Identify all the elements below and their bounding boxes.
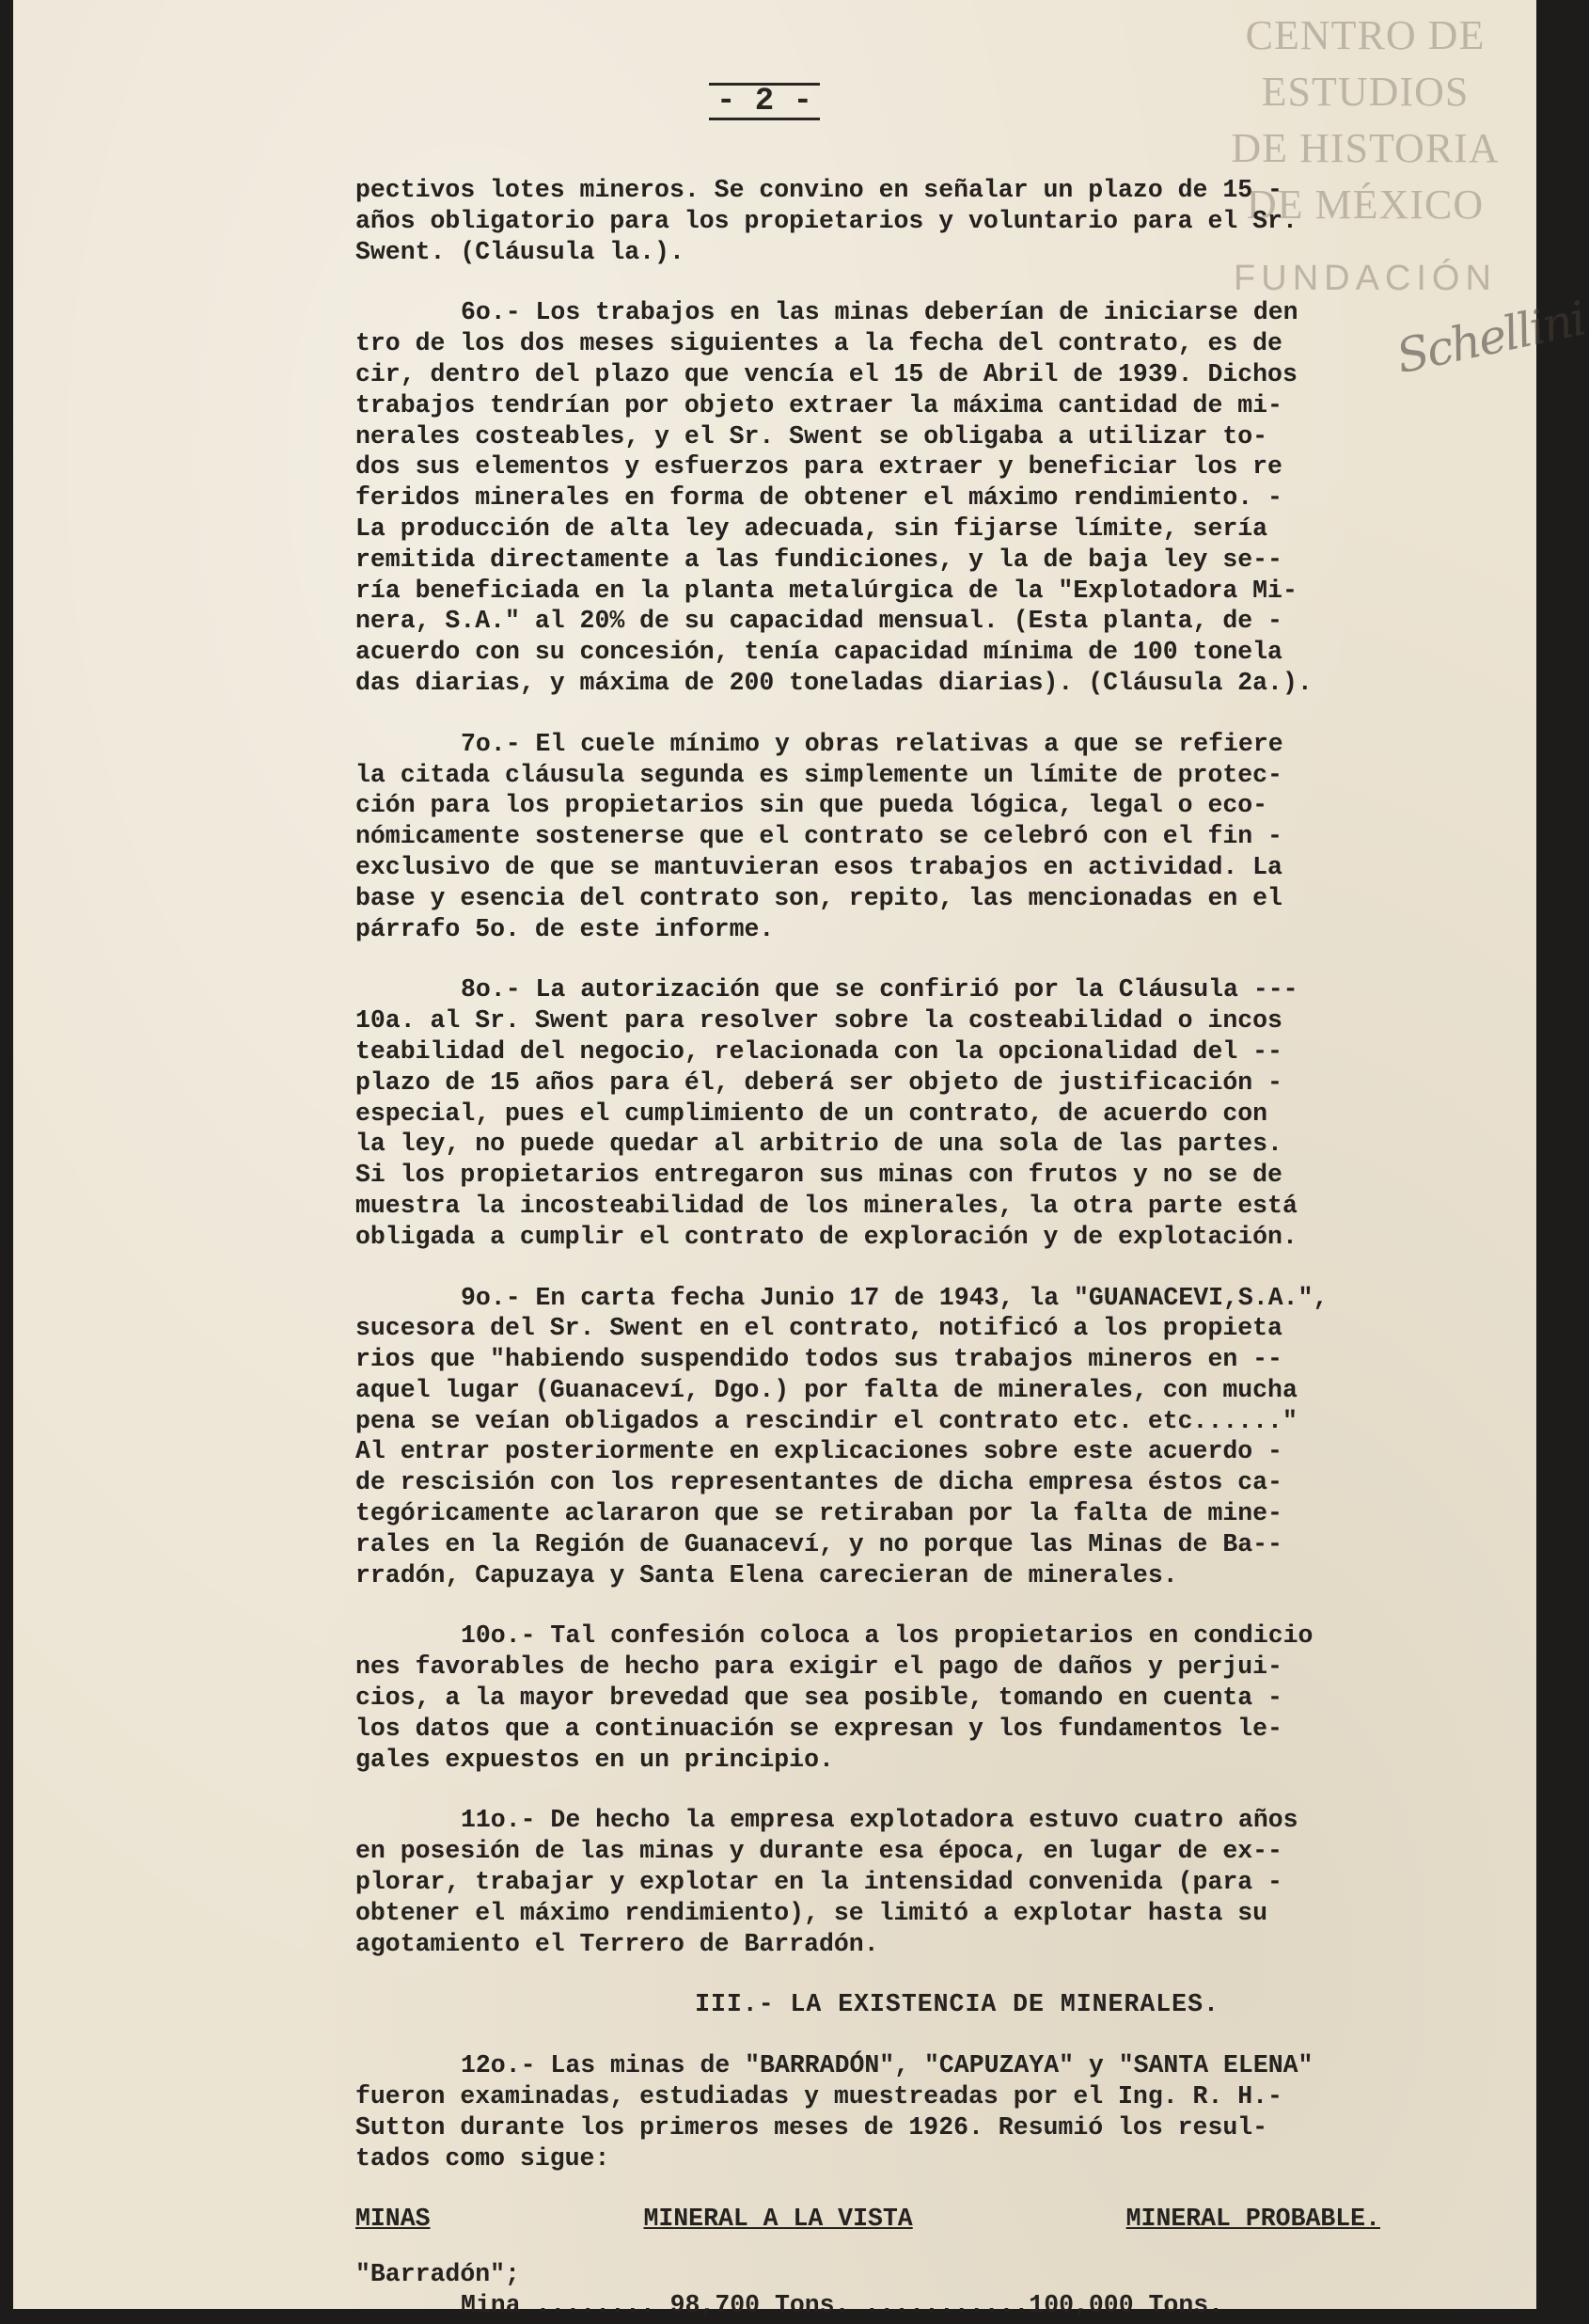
paragraph-10 — [355, 1620, 1484, 1775]
table-header-mines: MINAS — [355, 2205, 431, 2234]
watermark-line: DE HISTORIA — [1231, 125, 1500, 171]
text-line: feridos minerales en forma de obtener el máximo rendimiento. - — [355, 483, 1282, 513]
text-line: nómicamente sostenerse que el contrato se celebró con el fin - — [355, 822, 1282, 851]
text-line: obligada a cumplir el contrato de exploración y de explotación. — [355, 1222, 1298, 1251]
text-line: das diarias, y máxima de 200 toneladas diarias). (Cláusula 2a.). — [355, 668, 1313, 697]
text-line: fueron examinadas, estudiadas y muestreadas por el Ing. R. H.- — [355, 2082, 1282, 2111]
document-body — [355, 175, 1484, 2321]
text-line: cios, a la mayor brevedad que sea posible, tomando en cuenta - — [355, 1684, 1282, 1713]
watermark-line: DE MÉXICO — [1246, 182, 1485, 228]
text-line: tados como sigue: — [355, 2143, 610, 2173]
text-line: gales expuestos en un principio. — [355, 1745, 834, 1774]
text-line: ría beneficiada en la planta metalúrgica de la "Explotadora Mi- — [355, 576, 1298, 605]
text-line: 8o.- La autorización que se confirió por la Cláusula --- — [461, 975, 1298, 1004]
text-line: especial, pues el cumplimiento de un contrato, de acuerdo con — [355, 1099, 1268, 1128]
text-line: acuerdo con su concesión, tenía capacidad mínima de 100 tonela — [355, 638, 1282, 667]
page-number: - 2 - — [709, 83, 820, 120]
text-line: ción para los propietarios sin que pueda lógica, legal o eco- — [355, 791, 1268, 820]
text-line: 12o.- Las minas de "BARRADÓN", "CAPUZAYA" y "SANTA ELENA" — [461, 2051, 1314, 2080]
paragraph-12 — [355, 2050, 1484, 2174]
text-line: nera, S.A." al 20% de su capacidad mensual. (Esta planta, de - — [355, 607, 1282, 636]
document-page — [13, 0, 1589, 2320]
table-header-visible-mineral: MINERAL A LA VISTA — [643, 2205, 913, 2234]
text-line: tegóricamente aclararon que se retiraban por la falta de mine- — [355, 1499, 1282, 1528]
text-line: la ley, no puede quedar al arbitrio de una sola de las partes. — [355, 1130, 1282, 1159]
text-line: rios que "habiendo suspendido todos sus trabajos mineros en -- — [355, 1345, 1282, 1374]
minerals-table-header — [355, 2204, 1380, 2235]
text-line: La producción de alta ley adecuada, sin fijarse límite, sería — [355, 514, 1268, 543]
text-line: 11o.- De hecho la empresa explotadora estuvo cuatro años — [461, 1806, 1298, 1835]
text-line: 6o.- Los trabajos en las minas deberían de iniciarse den — [461, 298, 1298, 327]
watermark-line: CENTRO DE — [1245, 12, 1486, 58]
text-line: aquel lugar (Guanaceví, Dgo.) por falta de minerales, con mucha — [355, 1375, 1298, 1404]
text-line: Si los propietarios entregaron sus minas con frutos y no se de — [355, 1161, 1282, 1190]
watermark-foundation: FUNDACIÓN — [1234, 259, 1497, 298]
text-line: dos sus elementos y esfuerzos para extraer y beneficiar los re — [355, 452, 1282, 482]
text-line: rales en la Región de Guanaceví, y no porque las Minas de Ba-- — [355, 1529, 1282, 1558]
text-line: tro de los dos meses siguientes a la fecha del contrato, es de — [355, 329, 1282, 358]
text-line: pectivos lotes mineros. Se convino en señalar un plazo de 15 - — [355, 176, 1282, 204]
text-line: nes favorables de hecho para exigir el pago de daños y perjui- — [355, 1652, 1282, 1682]
paragraph-5-continued — [355, 175, 1484, 267]
paragraph-6 — [355, 297, 1484, 698]
table-header-probable-mineral: MINERAL PROBABLE. — [1125, 2205, 1380, 2234]
text-line: trabajos tendrían por objeto extraer la máxima cantidad de mi- — [355, 390, 1282, 419]
text-line: la citada cláusula segunda es simplemente un límite de protec- — [355, 760, 1282, 789]
section-heading: III.- LA EXISTENCIA DE MINERALES. — [695, 1990, 1219, 2019]
text-line: 7o.- El cuele mínimo y obras relativas a que se refiere — [461, 729, 1283, 758]
text-line: años obligatorio para los propietarios y voluntario para el Sr. — [355, 206, 1298, 235]
text-line: Sutton durante los primeros meses de 1926. Resumió los resul- — [355, 2112, 1268, 2142]
text-line: exclusivo de que se mantuvieran esos trabajos en actividad. La — [355, 852, 1282, 881]
text-line: cir, dentro del plazo que vencía el 15 de Abril de 1939. Dichos — [355, 359, 1298, 388]
text-line: Al entrar posteriormente en explicaciones sobre este acuerdo - — [355, 1437, 1282, 1466]
text-line: sucesora del Sr. Swent en el contrato, notificó a los propieta — [355, 1314, 1282, 1343]
paragraph-7 — [355, 729, 1484, 945]
paragraph-8 — [355, 974, 1484, 1252]
text-line: base y esencia del contrato son, repito, las mencionadas en el — [355, 883, 1282, 912]
paragraph-11 — [355, 1805, 1484, 1959]
text-line: 9o.- En carta fecha Junio 17 de 1943, la "GUANACEVI,S.A.", — [461, 1283, 1329, 1312]
text-line: remitida directamente a las fundiciones, y la de baja ley se-- — [355, 545, 1282, 574]
handwritten-signature: Schellini — [1392, 291, 1589, 385]
text-line: plazo de 15 años para él, deberá ser objeto de justificación - — [355, 1067, 1282, 1097]
text-line: de rescisión con los representantes de dicha empresa éstos ca- — [355, 1468, 1282, 1497]
table-row-values: Mina ........ 98,700 Tons. ...........100,000 Tons. — [461, 2291, 1224, 2320]
table-row-mine-name: "Barradón"; — [355, 2260, 520, 2289]
text-line: rradón, Capuzaya y Santa Elena carecieran de minerales. — [355, 1560, 1178, 1589]
text-line: obtener el máximo rendimiento), se limitó a explotar hasta su — [355, 1898, 1268, 1927]
text-line: plorar, trabajar y explotar en la intensidad convenida (para - — [355, 1868, 1282, 1897]
text-line: los datos que a continuación se expresan y los fundamentos le- — [355, 1714, 1282, 1743]
watermark-line: ESTUDIOS — [1261, 69, 1470, 115]
text-line: Swent. (Cláusula la.). — [355, 237, 684, 266]
text-line: 10a. al Sr. Swent para resolver sobre la costeabilidad o incos — [355, 1006, 1282, 1036]
paragraph-9 — [355, 1283, 1484, 1591]
text-line: nerales costeables, y el Sr. Swent se obligaba a utilizar to- — [355, 421, 1268, 451]
text-line: teabilidad del negocio, relacionada con la opcionalidad del -- — [355, 1036, 1282, 1066]
text-line: párrafo 5o. de este informe. — [355, 914, 775, 943]
text-line: en posesión de las minas y durante esa época, en lugar de ex-- — [355, 1837, 1282, 1866]
text-line: pena se veían obligados a rescindir el contrato etc. etc......" — [355, 1406, 1298, 1435]
text-line: agotamiento el Terrero de Barradón. — [355, 1929, 879, 1958]
text-line: 10o.- Tal confesión coloca a los propietarios en condicio — [461, 1621, 1314, 1651]
text-line: muestra la incosteabilidad de los minerales, la otra parte está — [355, 1191, 1298, 1220]
